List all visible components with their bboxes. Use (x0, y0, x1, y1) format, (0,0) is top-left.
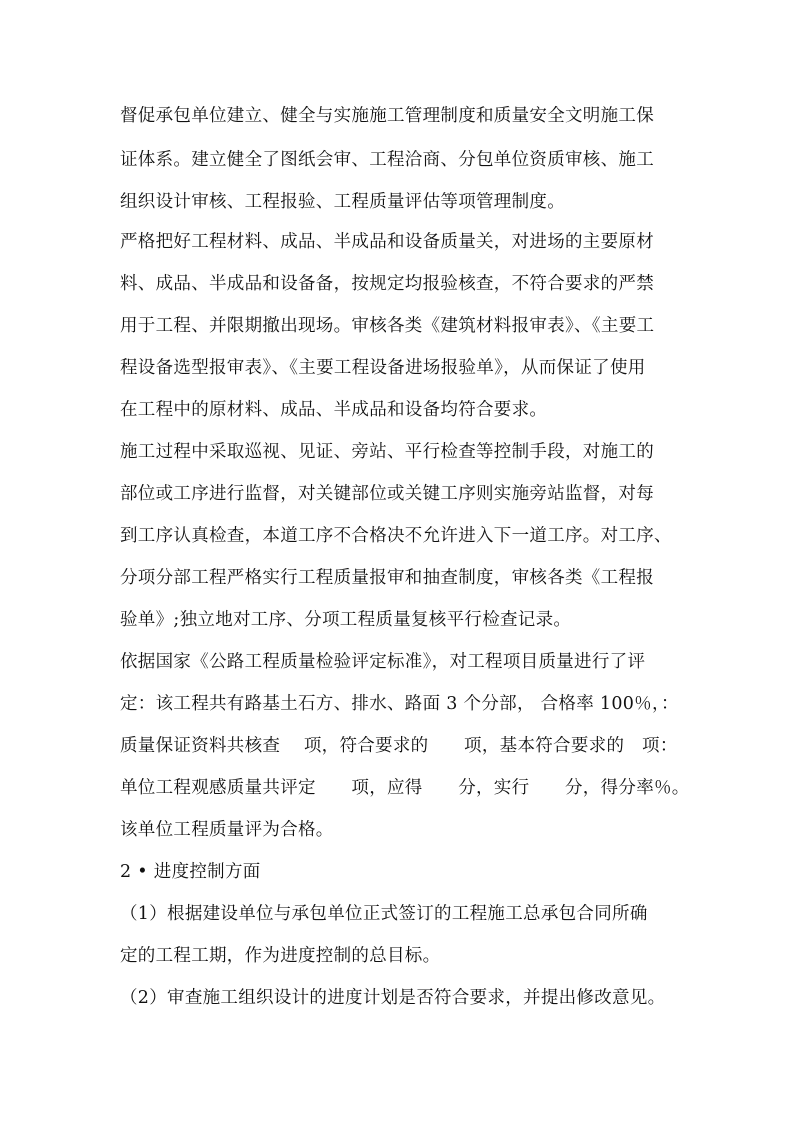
text-line: 用于工程、并限期撤出现场。审核各类《建筑材料报审表》、《主要工 (120, 316, 655, 336)
section-heading: 2 • 进度控制方面 (120, 862, 261, 882)
text-line: 质量保证资料共核查 项，符合要求的 项，基本符合要求的 项： (120, 736, 678, 756)
text-line: 在工程中的原材料、成品、半成品和设备均符合要求。 (120, 400, 548, 420)
text-line: 部位或工序进行监督，对关键部位或关键工序则实施旁站监督，对每 (120, 484, 654, 504)
text-line: 依据国家《公路工程质量检验评定标准》，对工程项目质量进行了评 (120, 652, 646, 672)
text-line: 严格把好工程材料、成品、半成品和设备质量关，对进场的主要原材 (120, 232, 654, 252)
text-line: 组织设计审核、工程报验、工程质量评估等项管理制度。 (120, 192, 565, 212)
text-line: 分项分部工程严格实行工程质量报审和抽查制度，审核各类《工程报 (120, 568, 654, 588)
text-line: 程设备选型报审表》、《主要工程设备进场报验单》，从而保证了使用 (120, 358, 646, 378)
text-line: 到工序认真检查，本道工序不合格决不允许进入下一道工序。对工序、 (120, 526, 672, 546)
text-line: 单位工程观感质量共评定 项，应得 分，实行 分，得分率％。 (120, 778, 690, 798)
text-line: 督促承包单位建立、健全与实施施工管理制度和质量安全文明施工保 (120, 106, 654, 126)
text-line: 该单位工程质量评为合格。 (120, 820, 334, 840)
text-line: （1）根据建设单位与承包单位正式签订的工程施工总承包合同所确 (120, 904, 648, 924)
text-line: 定：该工程共有路基土石方、排水、路面 3 个分部， 合格率 100％，： (120, 694, 679, 714)
text-line: 验单》;独立地对工序、分项工程质量复核平行检查记录。 (120, 610, 572, 630)
text-line: 定的工程工期，作为进度控制的总目标。 (120, 946, 441, 966)
text-line: 料、成品、半成品和设备备，按规定均报验核查，不符合要求的严禁 (120, 274, 654, 294)
text-line: 施工过程中采取巡视、见证、旁站、平行检查等控制手段，对施工的 (120, 442, 654, 462)
text-line: （2）审查施工组织设计的进度计划是否符合要求，并提出修改意见。 (120, 988, 666, 1008)
text-line: 证体系。建立健全了图纸会审、工程洽商、分包单位资质审核、施工 (120, 150, 654, 170)
